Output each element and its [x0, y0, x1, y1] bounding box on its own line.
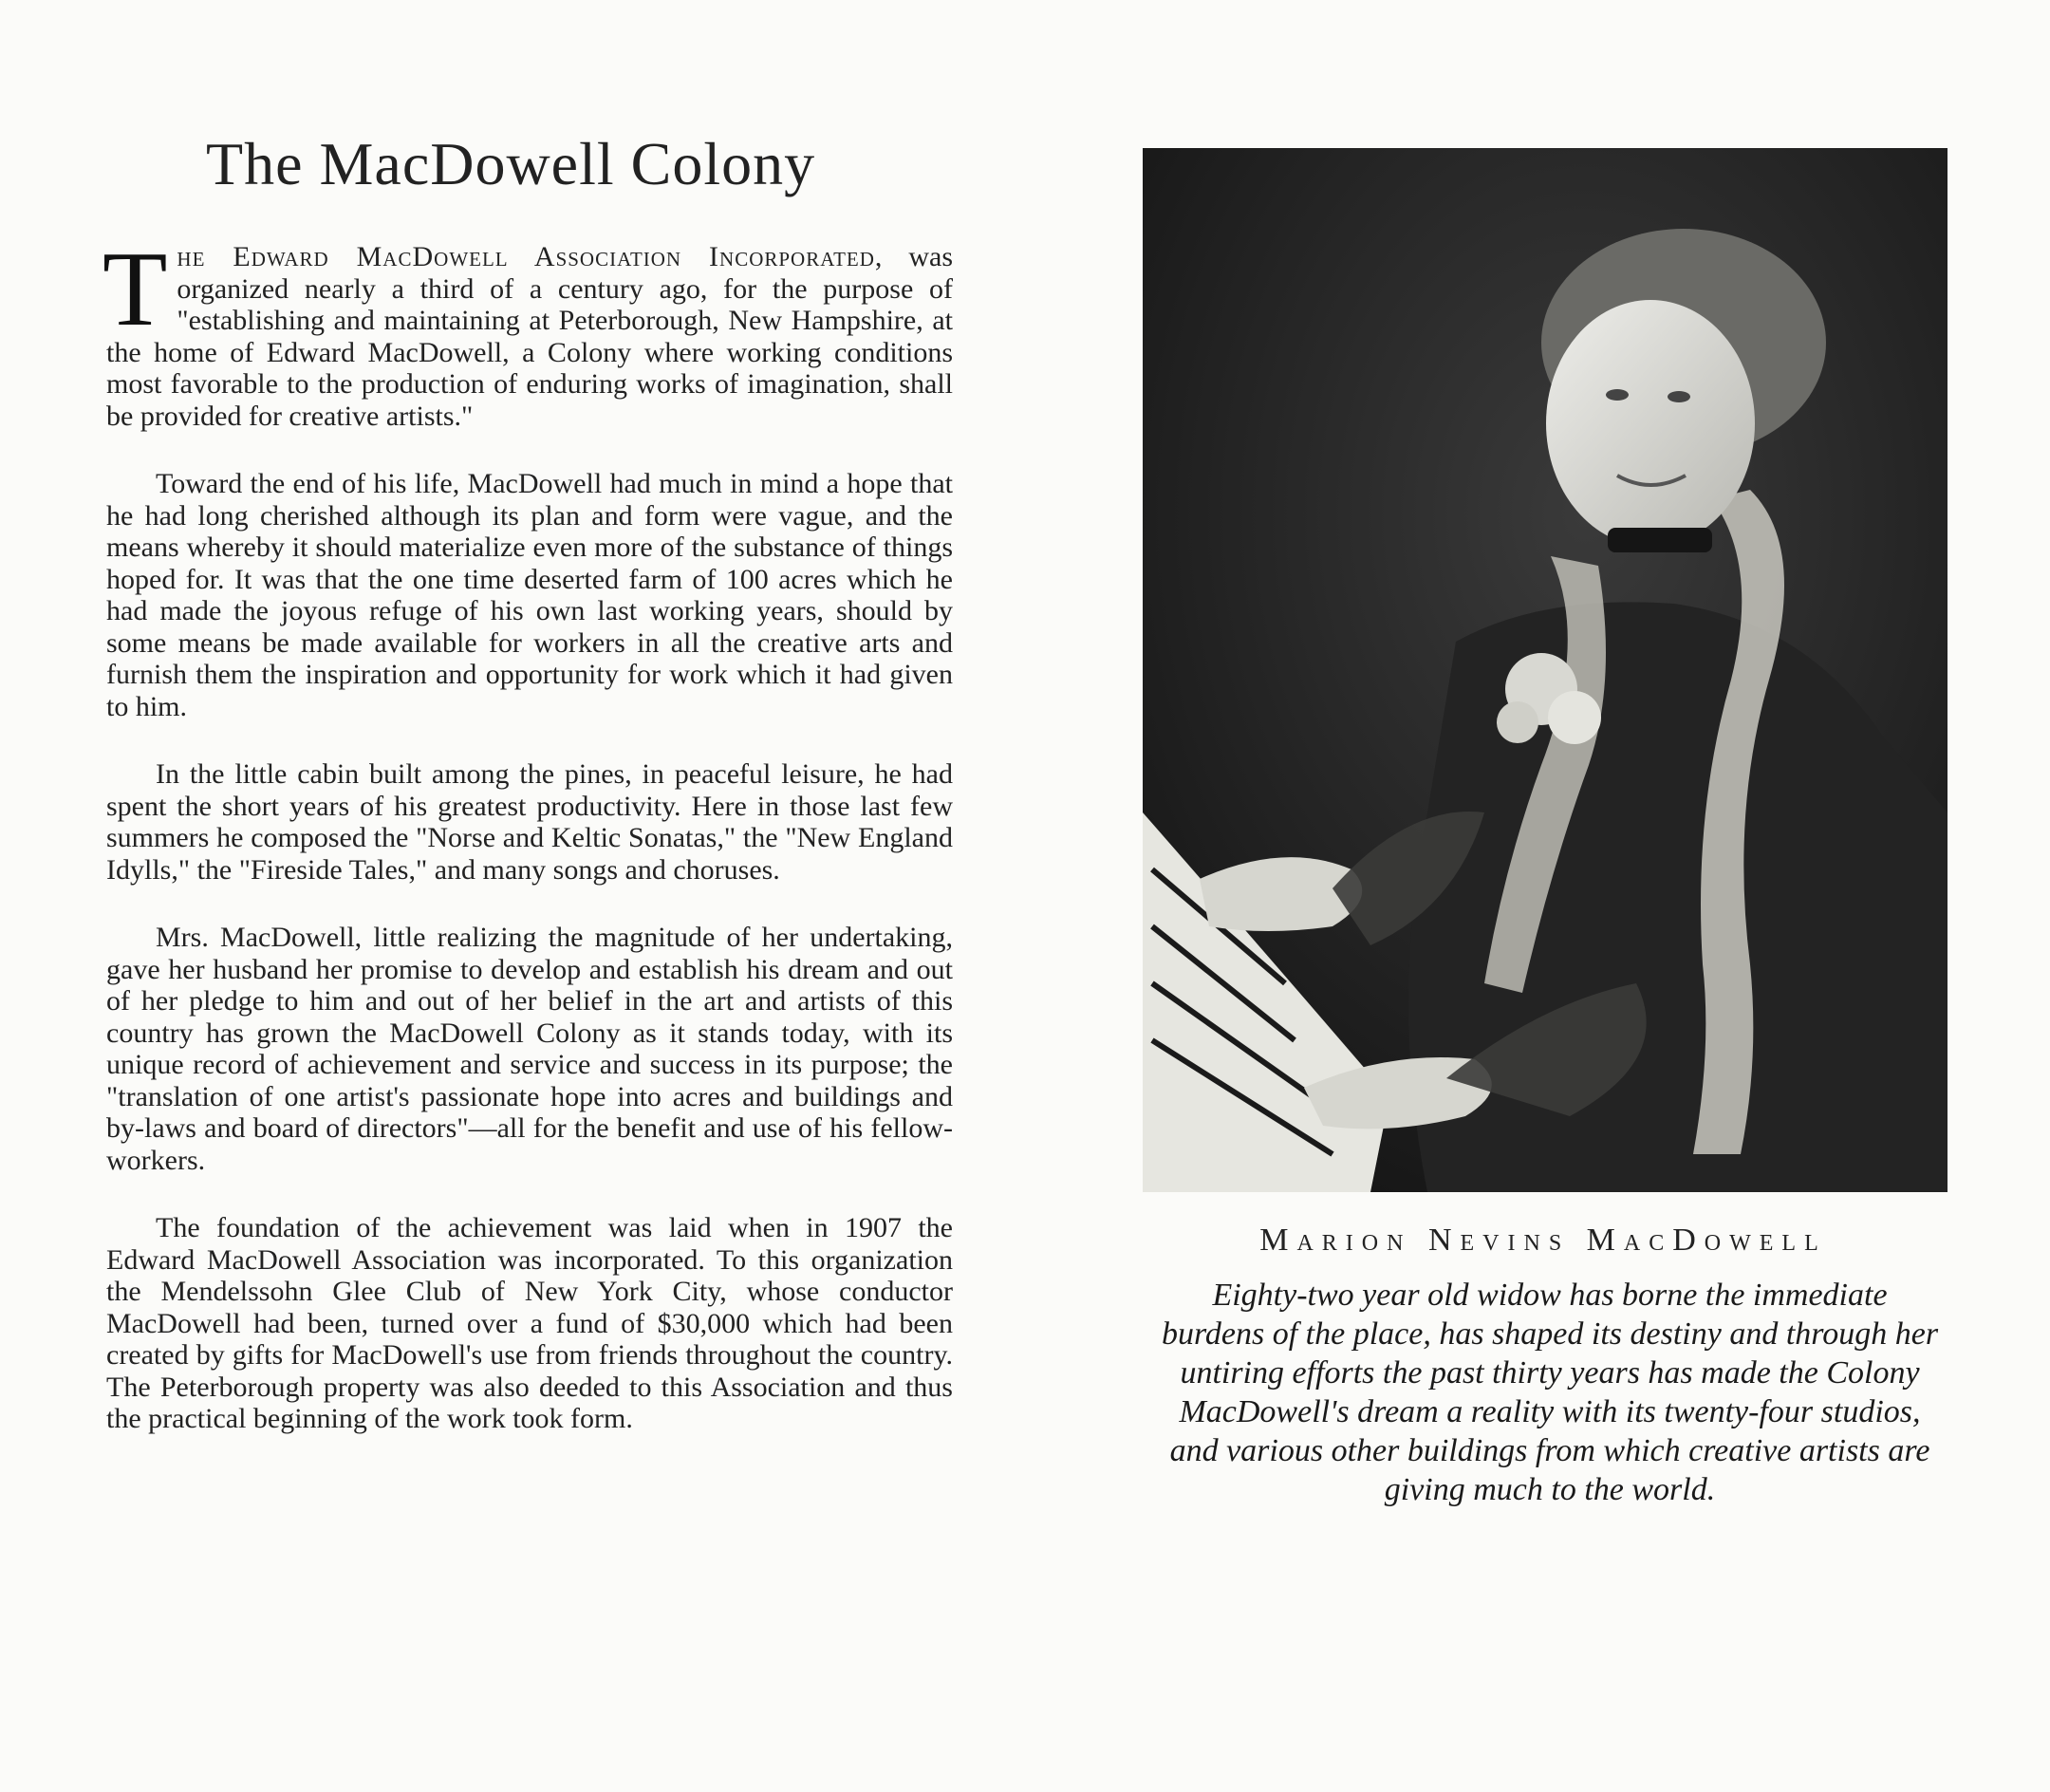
paragraph-3: In the little cabin built among the pines, in peaceful leisure, he had spent the short years of his greatest productivity. Here in those last few summers he composed the "Norse and Keltic Sonatas," the "New England Idylls," the "Fireside Tales," and many songs and choruses. [106, 758, 953, 886]
paragraph-4: Mrs. MacDowell, little realizing the magnitude of her undertaking, gave her husband her promise to develop and establish his dream and out of her pledge to him and out of her belief in the art and artists of this country has grown the MacDowell Colony as it stands today, with its unique record of achievement and service and success in its purpose; the "translation of one artist's passionate hope into acres and buildings and by-laws and board of directors"—all for the benefit and use of his fellow-workers. [106, 922, 953, 1176]
right-page [1135, 148, 1951, 1509]
caption-text: Eighty-two year old widow has borne the immediate burdens of the place, has shaped its destiny and through her untiring efforts the past thirty years has made the Colony MacDowell's dream a reality with its twenty-four studios, and various other buildings from which creative artists are giving much to the world. [1161, 1278, 1939, 1507]
paragraph-1-lead: he Edward MacDowell Association Incorporated [177, 241, 875, 272]
page-title: The MacDowell Colony [206, 130, 816, 197]
drop-cap: T [102, 231, 168, 348]
portrait-photo [1143, 148, 1948, 1192]
paragraph-1-text: , was organized nearly a third of a century ago, for the purpose of "establishing and maintaining at Peterborough, New Hampshire, at the home of Edward MacDowell, a Colony where working conditions most favorable to the production of enduring works of imagination, shall be provided for creative artists." [106, 241, 953, 432]
left-page [102, 129, 953, 1435]
caption-name: Marion Nevins MacDowell [1259, 1223, 1827, 1258]
paragraph-5: The foundation of the achievement was laid when in 1907 the Edward MacDowell Association was incorporated. To this organization the Mendelssohn Glee Club of New York City, whose conductor MacDowell had been, turned over a fund of $30,000 which had been created by gifts for MacDowell's use from friends throughout the country. The Peterborough property was also deeded to this Association and thus the practical beginning of the work took form. [106, 1212, 953, 1434]
paragraph-1 [102, 231, 953, 432]
paragraph-2: Toward the end of his life, MacDowell had much in mind a hope that he had long cherished although its plan and form were vague, and the means whereby it should materialize even more of the substance of things hoped for. It was that the one time deserted farm of 100 acres which he had made the joyous refuge of his own last working years, should by some means be made available for workers in all the creative arts and furnish them the inspiration and opportunity for work which it had given to him. [106, 468, 953, 722]
